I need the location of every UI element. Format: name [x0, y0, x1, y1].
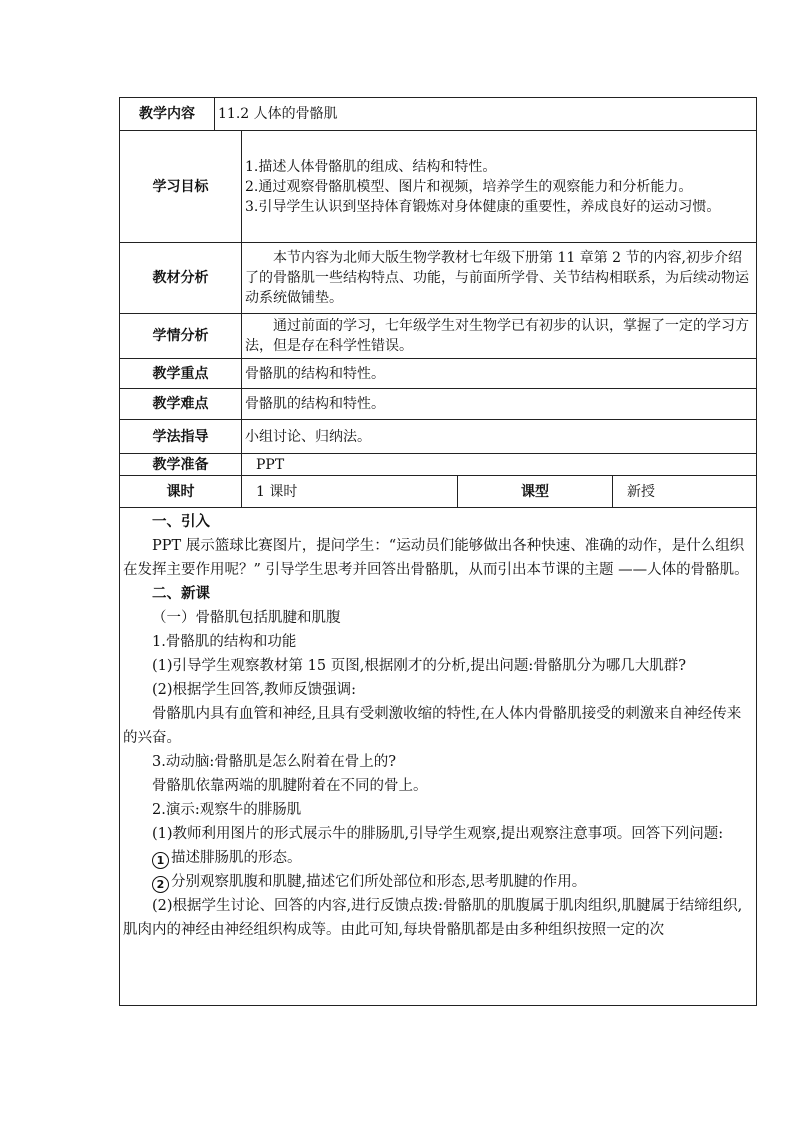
item-structure-function: 1.骨骼肌的结构和功能	[152, 634, 297, 650]
circled-number-2: 2	[152, 876, 169, 893]
lesson-plan-table	[119, 97, 757, 1006]
question-2: (2)根据学生回答,教师反馈强调:	[152, 682, 357, 698]
type-label: 课型	[458, 476, 613, 508]
section-new-title: 二、新课	[152, 586, 210, 602]
method-label: 学法指导	[120, 420, 242, 454]
content-label: 教学内容	[120, 98, 215, 131]
demo-step-2: (2)根据学生讨论、回答的内容,进行反馈点拨:骨骼肌的肌腹属于肌肉组织,肌腱属于结缔组织,肌肉内的神经由神经组织构成等。由此可知,每块骨骼肌都是由多种组织按照一定的次	[123, 898, 743, 938]
type-value: 新授	[613, 476, 757, 508]
goals-label: 学习目标	[120, 131, 242, 243]
period-label: 课时	[120, 476, 242, 508]
circled-number-1: 1	[152, 852, 169, 869]
goals-value	[242, 131, 757, 243]
students-label: 学情分析	[120, 314, 242, 359]
key-label: 教学重点	[120, 359, 242, 389]
students-value: 通过前面的学习，七年级学生对生物学已有初步的认识，掌握了一定的学习方法，但是存在科学性错误。	[242, 314, 757, 359]
demo-task-2	[123, 870, 753, 894]
demo-task-1-text: 描述腓肠肌的形态。	[171, 850, 302, 866]
answer-2: 骨骼肌内具有血管和神经,且具有受刺激收缩的特性,在人体内骨骼肌接受的刺激来自神经传来的兴奋。	[123, 706, 742, 746]
difficulty-label: 教学难点	[120, 389, 242, 420]
item-demo: 2.演示:观察牛的腓肠肌	[152, 802, 302, 818]
answer-3: 骨骼肌依靠两端的肌腱附着在不同的骨上。	[152, 778, 428, 794]
demo-task-2-text: 分别观察肌腹和肌腱,描述它们所处部位和形态,思考肌腱的作用。	[171, 874, 587, 890]
subsection-1-title: （一）骨骼肌包括肌腱和肌腹	[152, 610, 341, 626]
key-value: 骨骼肌的结构和特性。	[242, 359, 757, 389]
section-intro-title: 一、引入	[152, 514, 210, 530]
method-value: 小组讨论、归纳法。	[242, 420, 757, 454]
demo-step-1: (1)教师利用图片的形式展示牛的腓肠肌,引导学生观察,提出观察注意事项。回答下列问题:	[152, 826, 724, 842]
goal-line-1: 1.描述人体骨骼肌的组成、结构和特性。	[245, 158, 497, 175]
item-brainstorm: 3.动动脑:骨骼肌是怎么附着在骨上的?	[152, 754, 396, 770]
prep-value: PPT	[242, 454, 757, 476]
lesson-body	[120, 508, 757, 1006]
material-value: 本节内容为北师大版生物学教材七年级下册第 11 章第 2 节的内容,初步介绍了的骨骼肌一些结构特点、功能，与前面所学骨、关节结构相联系，为后续动物运动系统做铺垫。	[242, 243, 757, 314]
material-label: 教材分析	[120, 243, 242, 314]
question-1: (1)引导学生观察教材第 15 页图,根据刚才的分析,提出问题:骨骼肌分为哪几大肌群?	[152, 658, 687, 674]
difficulty-value: 骨骼肌的结构和特性。	[242, 389, 757, 420]
section-intro-text: PPT 展示篮球比赛图片，提问学生：“运动员们能够做出各种快速、准确的动作，是什么组织在发挥主要作用呢？” 引导学生思考并回答出骨骼肌，从而引出本节课的主题 ——人体的骨骼肌。	[123, 538, 749, 578]
period-value: 1 课时	[242, 476, 458, 508]
demo-task-1	[123, 846, 753, 870]
prep-label: 教学准备	[120, 454, 242, 476]
goal-line-2: 2.通过观察骨骼肌模型、图片和视频，培养学生的观察能力和分析能力。	[245, 178, 693, 195]
content-value: 11.2 人体的骨骼肌	[215, 98, 757, 131]
goal-line-3: 3.引导学生认识到坚持体育锻炼对身体健康的重要性，养成良好的运动习惯。	[245, 198, 721, 215]
